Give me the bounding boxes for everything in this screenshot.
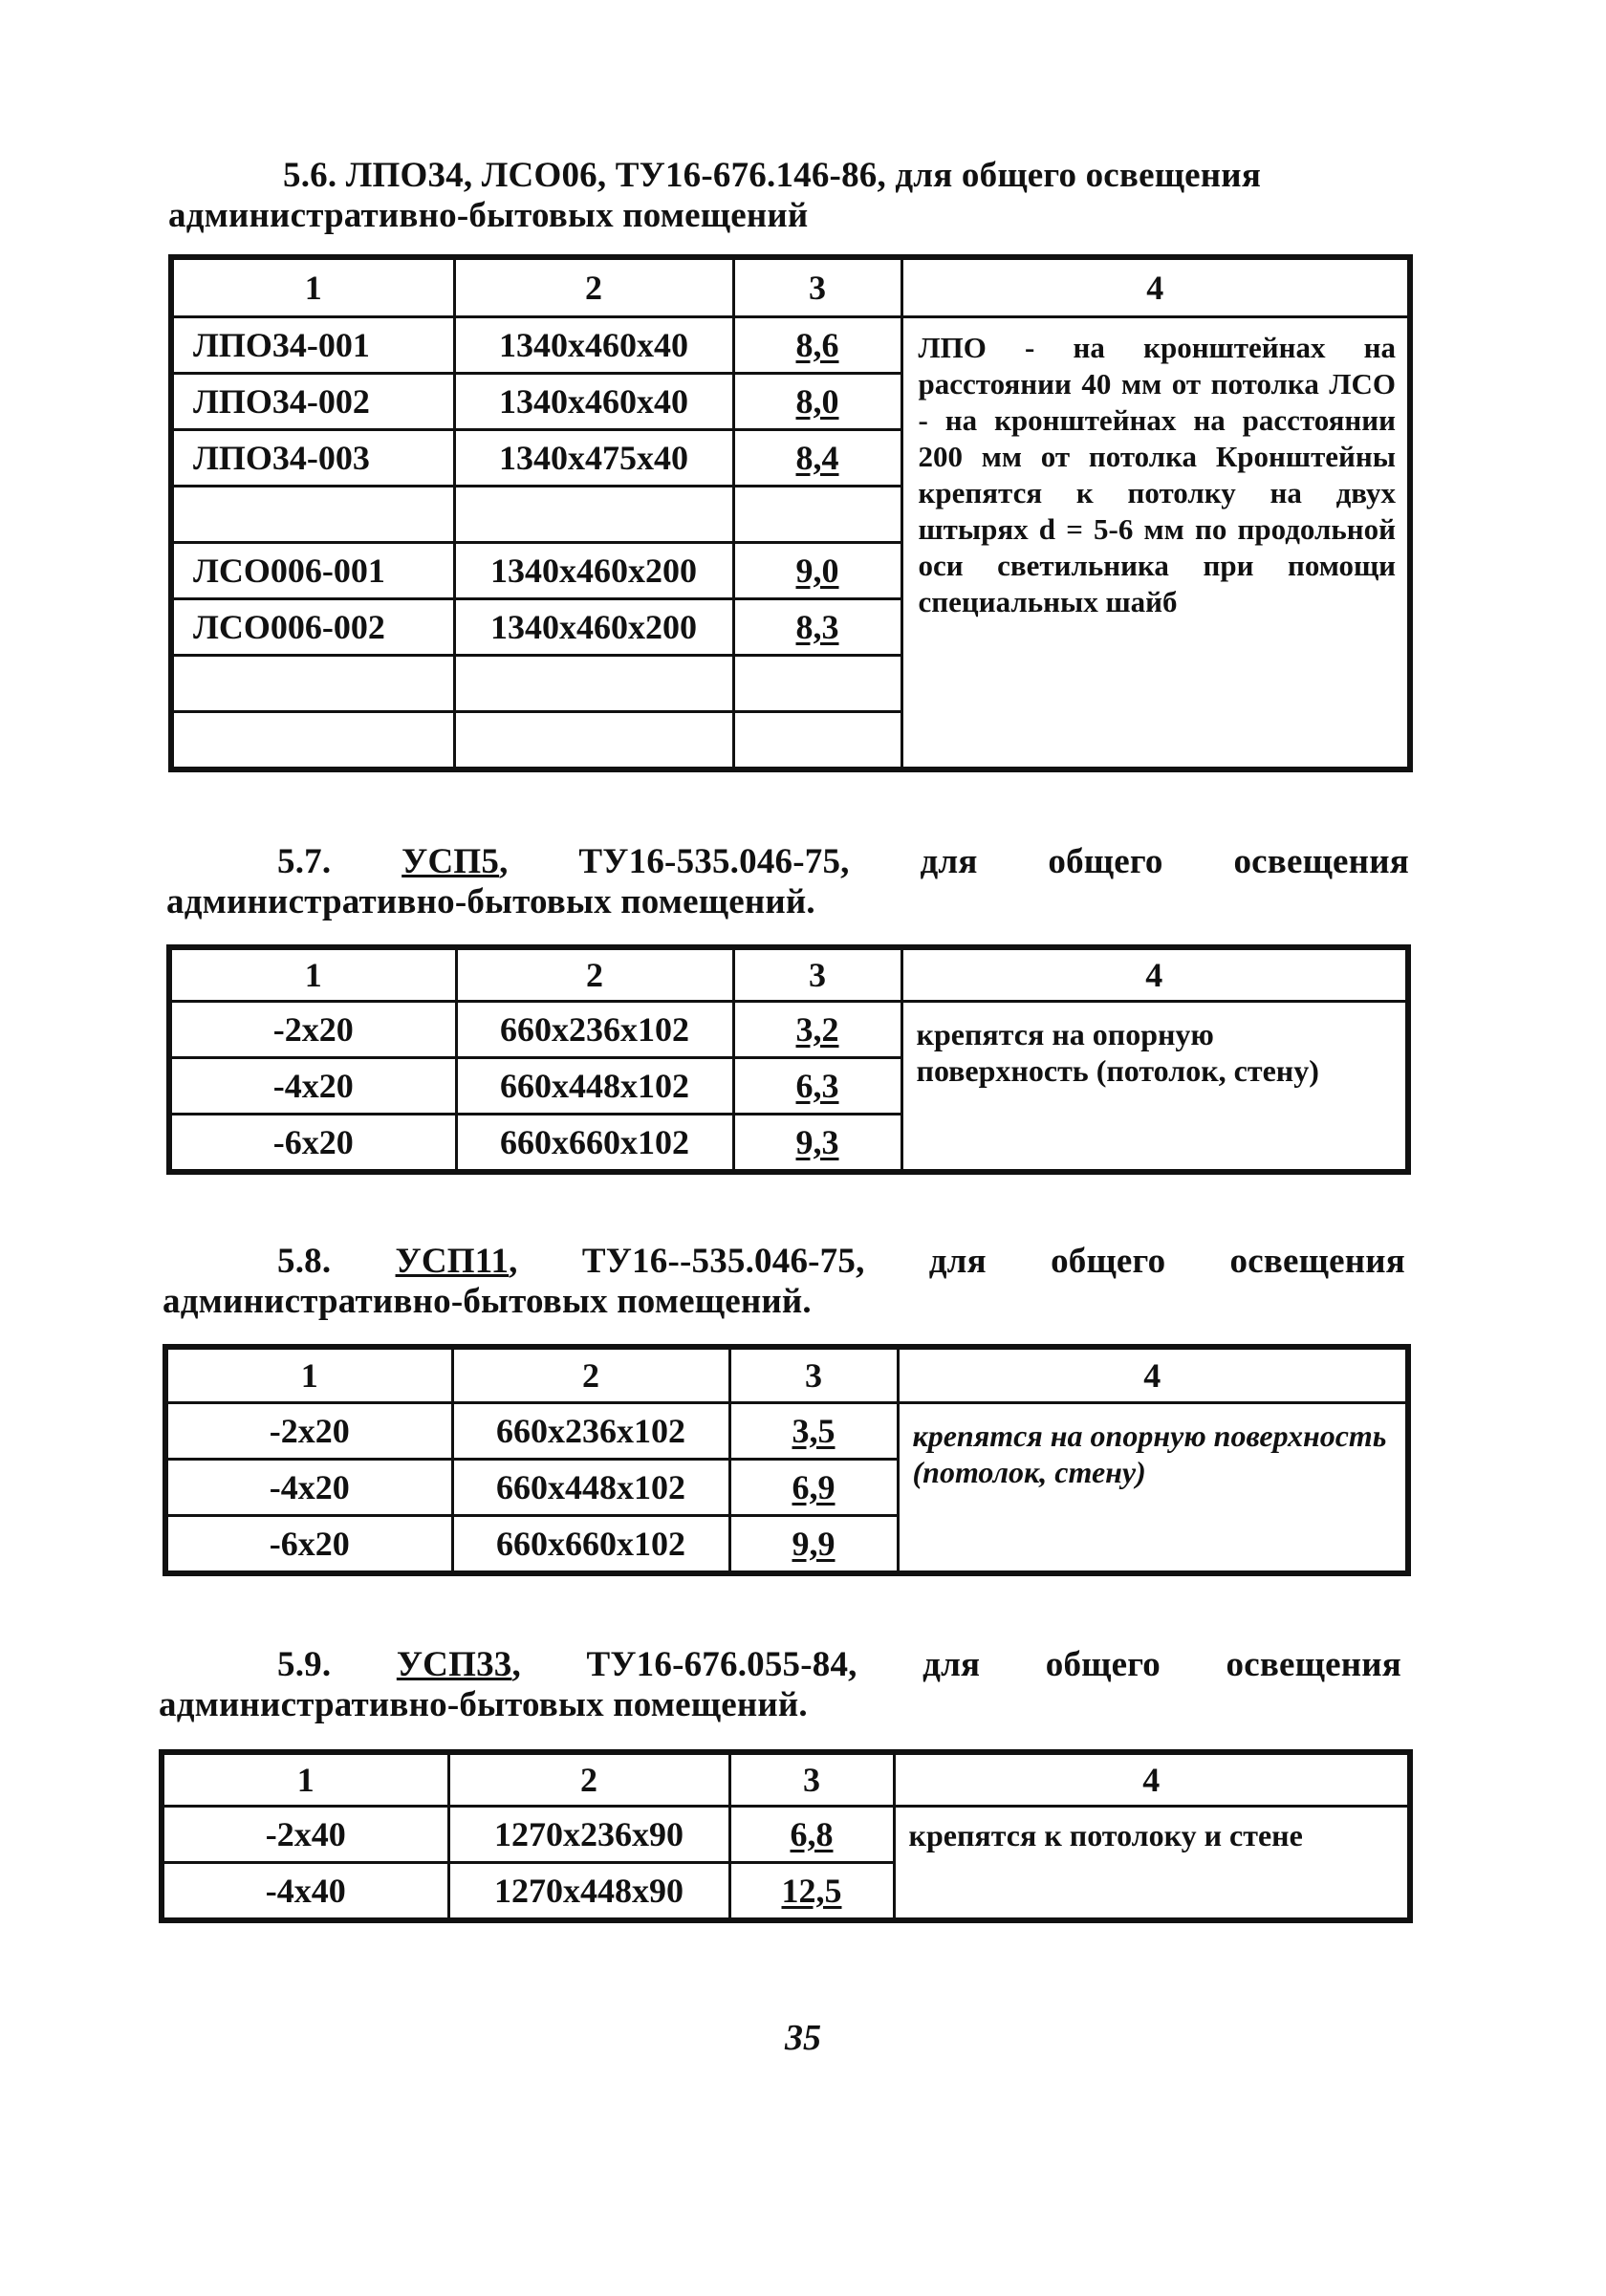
size-cell: 1270x448x90	[448, 1863, 729, 1921]
heading-line-2: административно-бытовых помещений.	[159, 1685, 808, 1724]
heading-tu: ТУ16-676.055-84,	[586, 1645, 857, 1684]
section-5-7	[166, 841, 1409, 1175]
note-cell: ЛПО - на кронштейнах на расстоянии 40 мм от потолка ЛСО - на кронштейнах на расстоянии 200 мм от потолка Кронштейны крепятся к потолку на двух штырях d = 5-6 мм по продольной оси светильника при помощи специальных шайб	[901, 317, 1410, 770]
model-cell: -4x20	[169, 1058, 456, 1115]
model-cell: ЛПО34-001	[171, 317, 454, 374]
section-5-9	[159, 1644, 1401, 1923]
value-cell: 6,9	[729, 1460, 898, 1516]
column-header: 1	[169, 947, 456, 1002]
page-number: 35	[785, 2018, 821, 2058]
model-cell: ЛСО006-001	[171, 543, 454, 599]
value-cell	[733, 656, 901, 712]
column-header: 2	[452, 1347, 729, 1403]
heading-word: освещения	[1229, 1242, 1405, 1281]
value-cell: 9,9	[729, 1516, 898, 1574]
heading-line-2: административно-бытовых помещений.	[166, 882, 815, 921]
spec-table-5-9	[159, 1749, 1413, 1923]
spec-table-5-6	[168, 254, 1413, 772]
value-cell	[733, 712, 901, 770]
heading-line-1: 5.6. ЛПО34, ЛСО06, ТУ16-676.146-86, для общего освещения	[283, 156, 1262, 195]
model-cell: ЛСО006-002	[171, 599, 454, 656]
model-cell: ЛПО34-002	[171, 374, 454, 430]
size-cell	[454, 656, 733, 712]
model-cell: -6x20	[169, 1115, 456, 1173]
table-row	[171, 317, 1410, 374]
column-header: 3	[729, 1752, 894, 1807]
value-cell: 9,3	[733, 1115, 901, 1173]
size-cell: 660x236x102	[456, 1002, 733, 1058]
column-header: 3	[729, 1347, 898, 1403]
value-cell: 8,3	[733, 599, 901, 656]
size-cell: 660x660x102	[456, 1115, 733, 1173]
value-cell: 6,8	[729, 1807, 894, 1863]
heading-line-1: 5.9. УСП33, ТУ16-676.055-84, для общего освещения	[277, 1645, 1401, 1684]
column-header: 1	[171, 257, 454, 317]
column-header: 2	[454, 257, 733, 317]
section-5-8	[163, 1241, 1405, 1576]
model-cell: -2x40	[162, 1807, 448, 1863]
heading-line-1: 5.8. УСП11, ТУ16--535.046-75, для общего освещения	[277, 1242, 1405, 1281]
table-header-row	[165, 1347, 1408, 1403]
heading-line-1: 5.7. УСП5, ТУ16-535.046-75, для общего освещения	[277, 842, 1409, 881]
value-cell: 6,3	[733, 1058, 901, 1115]
model-cell: ЛПО34-003	[171, 430, 454, 487]
model-cell: -4x40	[162, 1863, 448, 1921]
column-header: 1	[165, 1347, 452, 1403]
heading-tu: ТУ16-535.046-75,	[578, 842, 850, 881]
heading-tu: ТУ16--535.046-75,	[581, 1242, 865, 1281]
column-header: 4	[901, 257, 1410, 317]
value-cell: 8,4	[733, 430, 901, 487]
table-row	[169, 1002, 1408, 1058]
size-cell: 1340x460x40	[454, 317, 733, 374]
column-header: 4	[898, 1347, 1408, 1403]
table-row	[162, 1807, 1410, 1863]
column-header: 1	[162, 1752, 448, 1807]
size-cell: 1340x475x40	[454, 430, 733, 487]
note-cell: крепятся к потолоку и стене	[894, 1807, 1410, 1921]
size-cell: 660x236x102	[452, 1403, 729, 1460]
heading-word: общего	[1051, 1242, 1166, 1281]
section-heading	[159, 1644, 1401, 1726]
size-cell: 660x448x102	[452, 1460, 729, 1516]
heading-word: освещения	[1226, 1645, 1401, 1684]
heading-model: УСП33	[396, 1645, 512, 1684]
section-heading	[163, 1241, 1405, 1323]
heading-word: для	[920, 842, 978, 881]
column-header: 4	[901, 947, 1408, 1002]
size-cell: 1340x460x200	[454, 599, 733, 656]
heading-word: для	[928, 1242, 987, 1281]
heading-line-2: административно-бытовых помещений.	[163, 1282, 812, 1321]
value-cell: 12,5	[729, 1863, 894, 1921]
section-5-6	[168, 155, 1411, 772]
heading-model: УСП5	[402, 842, 500, 881]
model-cell	[171, 656, 454, 712]
column-header: 2	[448, 1752, 729, 1807]
heading-line-2: административно-бытовых помещений	[168, 196, 809, 235]
column-header: 4	[894, 1752, 1410, 1807]
column-header: 3	[733, 257, 901, 317]
spec-table-5-8	[163, 1344, 1411, 1576]
table-header-row	[169, 947, 1408, 1002]
size-cell: 660x660x102	[452, 1516, 729, 1574]
spec-table-5-7	[166, 944, 1411, 1175]
heading-word: освещения	[1233, 842, 1409, 881]
value-cell: 3,2	[733, 1002, 901, 1058]
model-cell: -2x20	[165, 1403, 452, 1460]
model-cell	[171, 487, 454, 543]
heading-word: общего	[1048, 842, 1163, 881]
value-cell: 3,5	[729, 1403, 898, 1460]
heading-number: 5.8.	[277, 1242, 332, 1281]
note-cell: крепятся на опорную поверхность (потолок, стену)	[898, 1403, 1408, 1574]
table-header-row	[162, 1752, 1410, 1807]
column-header: 2	[456, 947, 733, 1002]
value-cell	[733, 487, 901, 543]
heading-number: 5.7.	[277, 842, 332, 881]
section-heading	[166, 841, 1409, 923]
value-cell: 8,6	[733, 317, 901, 374]
size-cell	[454, 487, 733, 543]
size-cell: 1340x460x200	[454, 543, 733, 599]
heading-word: для	[922, 1645, 981, 1684]
heading-model: УСП11	[395, 1242, 510, 1281]
model-cell: -6x20	[165, 1516, 452, 1574]
value-cell: 8,0	[733, 374, 901, 430]
section-heading	[168, 155, 1411, 237]
size-cell: 1340x460x40	[454, 374, 733, 430]
table-header-row	[171, 257, 1410, 317]
model-cell: -2x20	[169, 1002, 456, 1058]
column-header: 3	[733, 947, 901, 1002]
note-cell: крепятся на опорную поверхность (потолок, стену)	[901, 1002, 1408, 1173]
size-cell	[454, 712, 733, 770]
heading-word: общего	[1045, 1645, 1161, 1684]
size-cell: 660x448x102	[456, 1058, 733, 1115]
heading-number: 5.9.	[277, 1645, 332, 1684]
size-cell: 1270x236x90	[448, 1807, 729, 1863]
table-row	[165, 1403, 1408, 1460]
value-cell: 9,0	[733, 543, 901, 599]
model-cell: -4x20	[165, 1460, 452, 1516]
model-cell	[171, 712, 454, 770]
